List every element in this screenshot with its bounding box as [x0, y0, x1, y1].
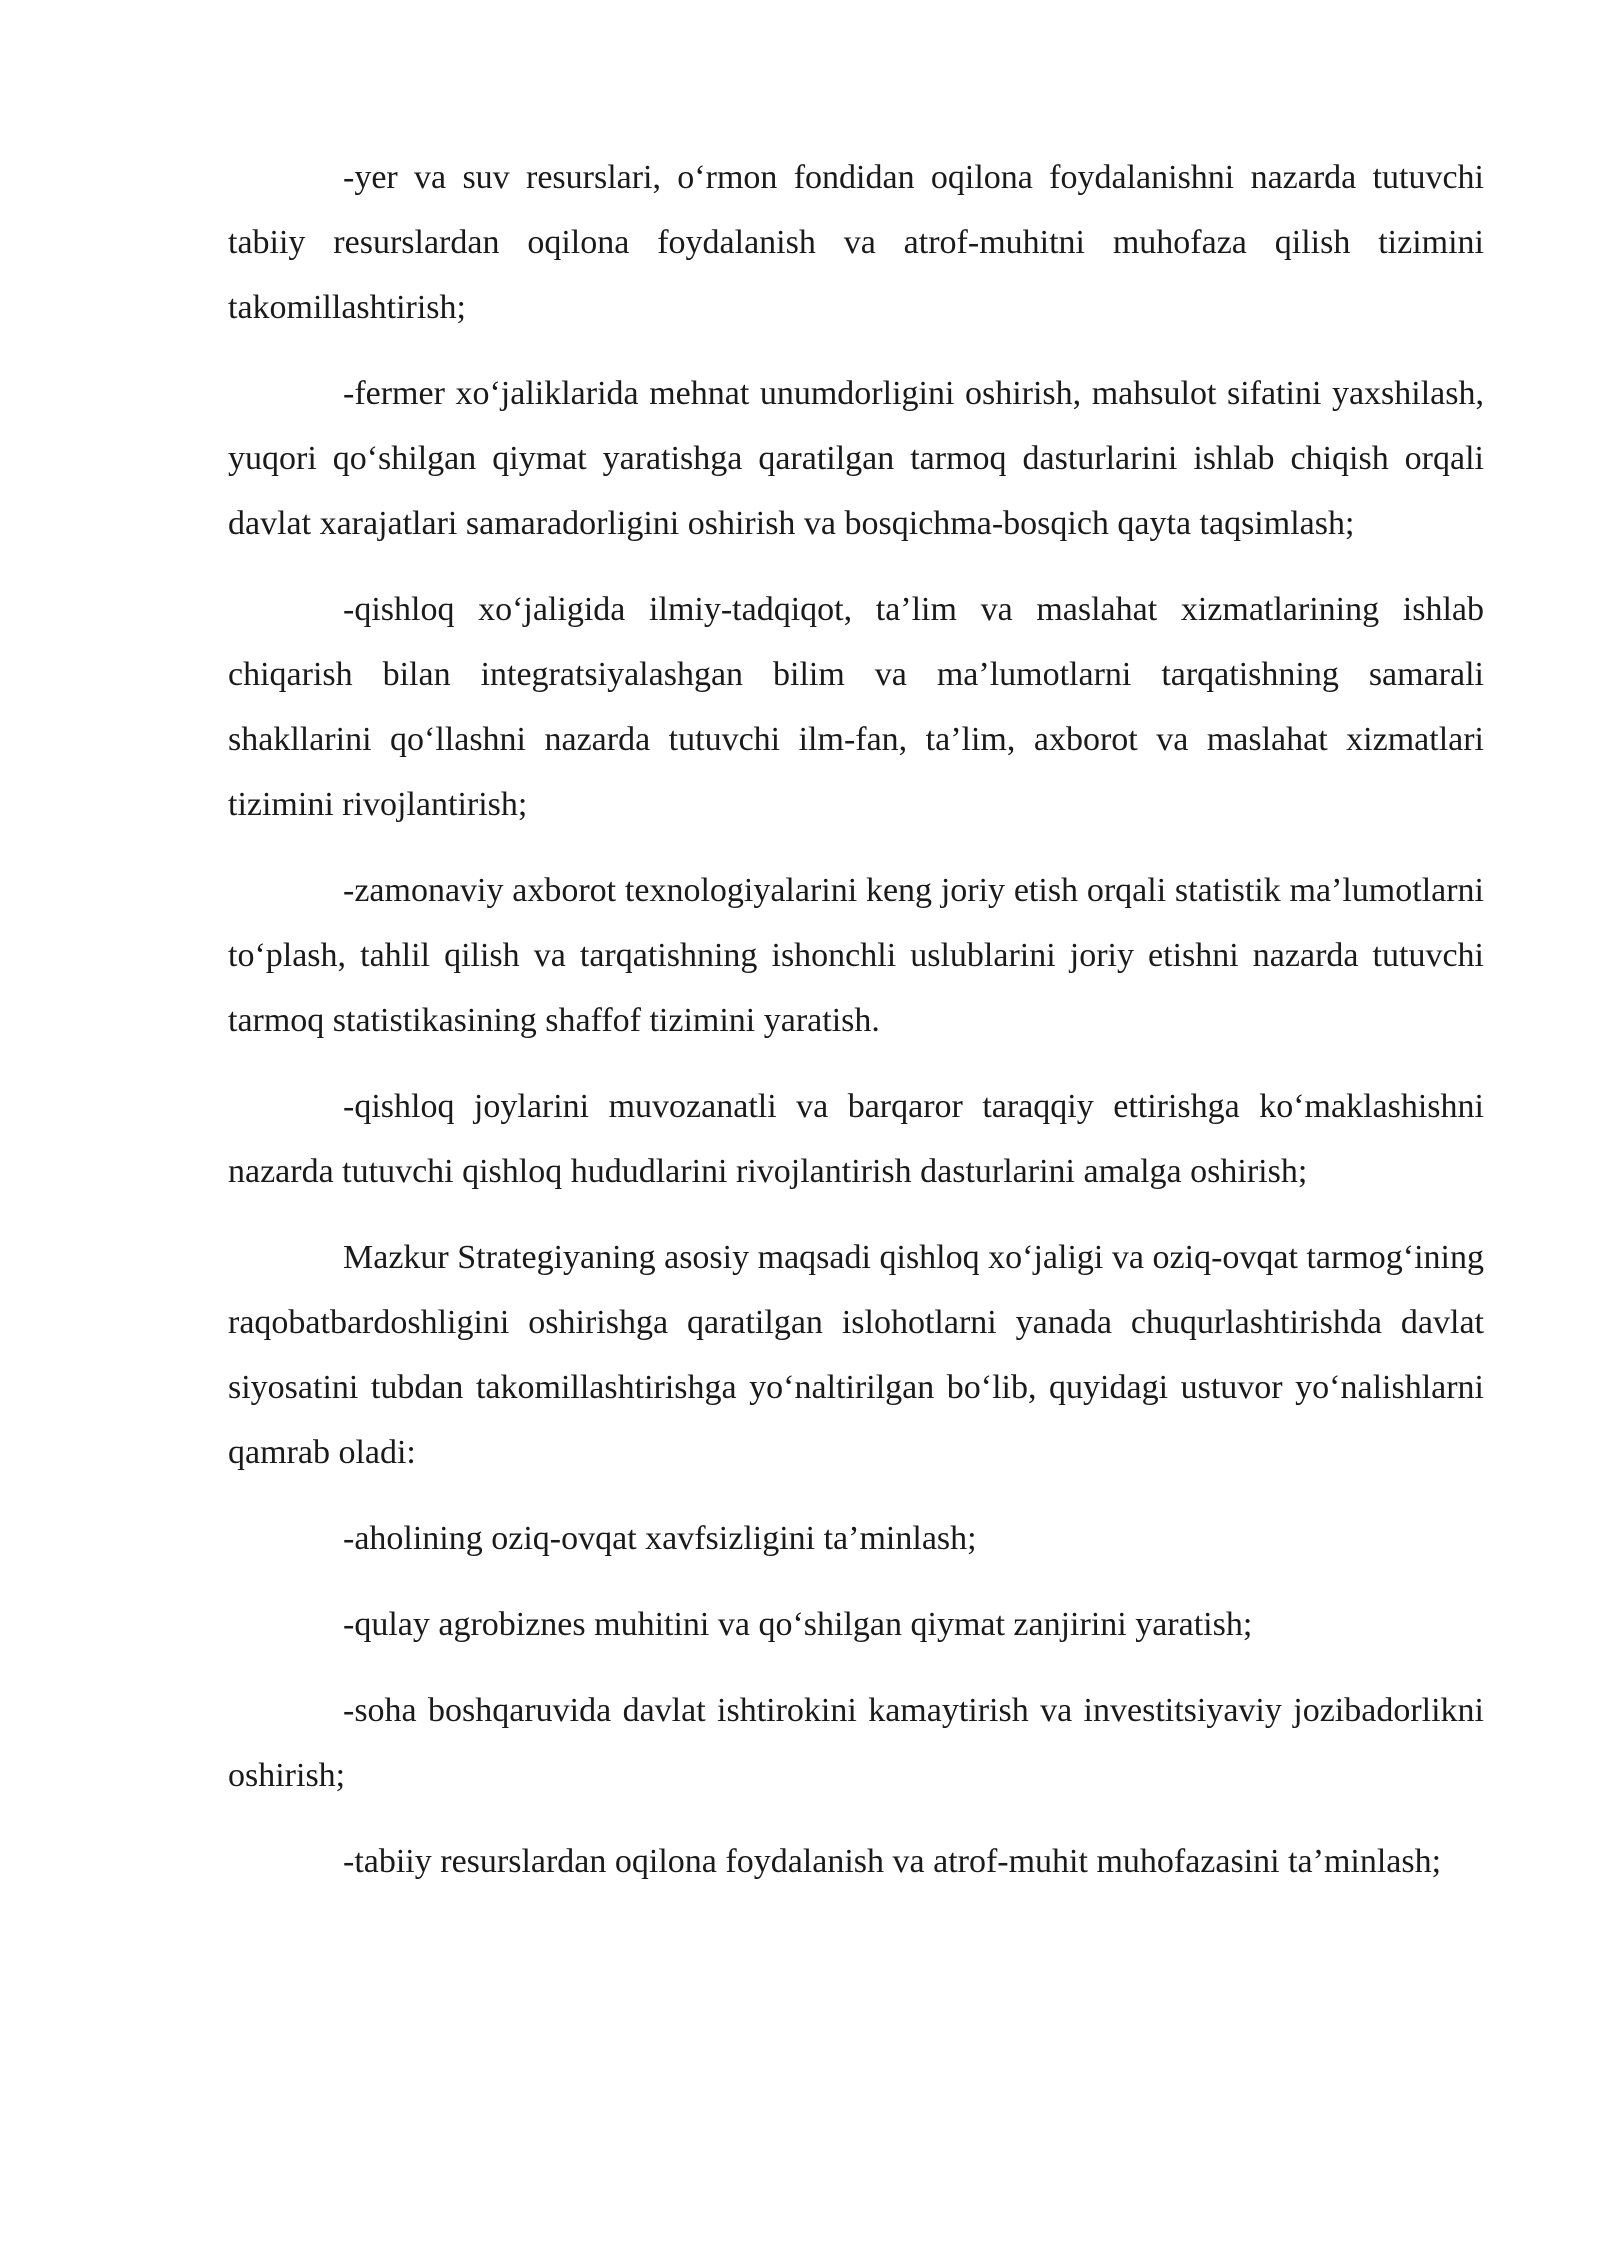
paragraph-state-participation: -soha boshqaruvida davlat ishtirokini kamaytirish va investitsiyaviy jozibadorlikni oshirish;: [228, 1692, 1484, 1794]
paragraph-natural-resources: -tabiiy resurslardan oqilona foydalanish va atrof-muhit muhofazasini ta’minlash;: [343, 1843, 1442, 1880]
document-page: [228, 145, 1484, 1915]
paragraph-agribusiness-environment: -qulay agrobiznes muhitini va qo‘shilgan qiymat zanjirini yaratish;: [343, 1606, 1253, 1643]
paragraph-statistics-system: -zamonaviy axborot texnologiyalarini keng joriy etish orqali statistik ma’lumotlarni to‘plash, tahlil qilish va tarqatishning ishonchli uslublarini joriy etishni nazarda tutuvchi tarmoq statistikasining shaffof tizimini yaratish.: [228, 872, 1484, 1039]
paragraph-land-water-resources: -yer va suv resurslari, o‘rmon fondidan oqilona foydalanishni nazarda tutuvchi tabiiy resurslardan oqilona foydalanish va atrof-muhitni muhofaza qilish tizimini takomillashtirish;: [228, 159, 1484, 326]
paragraph-research-education: -qishloq xo‘jaligida ilmiy-tadqiqot, ta’lim va maslahat xizmatlarining ishlab chiqarish bilan integratsiyalashgan bilim va ma’lumotlarni tarqatishning samarali shakllarini qo‘llashni nazarda tutuvchi ilm-fan, ta’lim, axborot va maslahat xizmatlari tizimini rivojlantirish;: [228, 591, 1484, 823]
paragraph-farm-productivity: -fermer xo‘jaliklarida mehnat unumdorligini oshirish, mahsulot sifatini yaxshilash, yuqori qo‘shilgan qiymat yaratishga qaratilgan tarmoq dasturlarini ishlab chiqish orqali davlat xarajatlari samaradorligini oshirish va bosqichma-bosqich qayta taqsimlash;: [228, 375, 1484, 542]
paragraph-rural-development: -qishloq joylarini muvozanatli va barqaror taraqqiy ettirishga ko‘maklashishni nazarda tutuvchi qishloq hududlarini rivojlantirish dasturlarini amalga oshirish;: [228, 1088, 1484, 1190]
paragraph-food-security: -aholining oziq-ovqat xavfsizligini ta’minlash;: [343, 1520, 977, 1557]
paragraph-strategy-goal: Mazkur Strategiyaning asosiy maqsadi qishloq xo‘jaligi va oziq-ovqat tarmog‘ining raqobatbardoshligini oshirishga qaratilgan islohotlarni yanada chuqurlashtirishda davlat siyosatini tubdan takomillashtirishga yo‘naltirilgan bo‘lib, quyidagi ustuvor yo‘nalishlarni qamrab oladi:: [228, 1239, 1484, 1471]
